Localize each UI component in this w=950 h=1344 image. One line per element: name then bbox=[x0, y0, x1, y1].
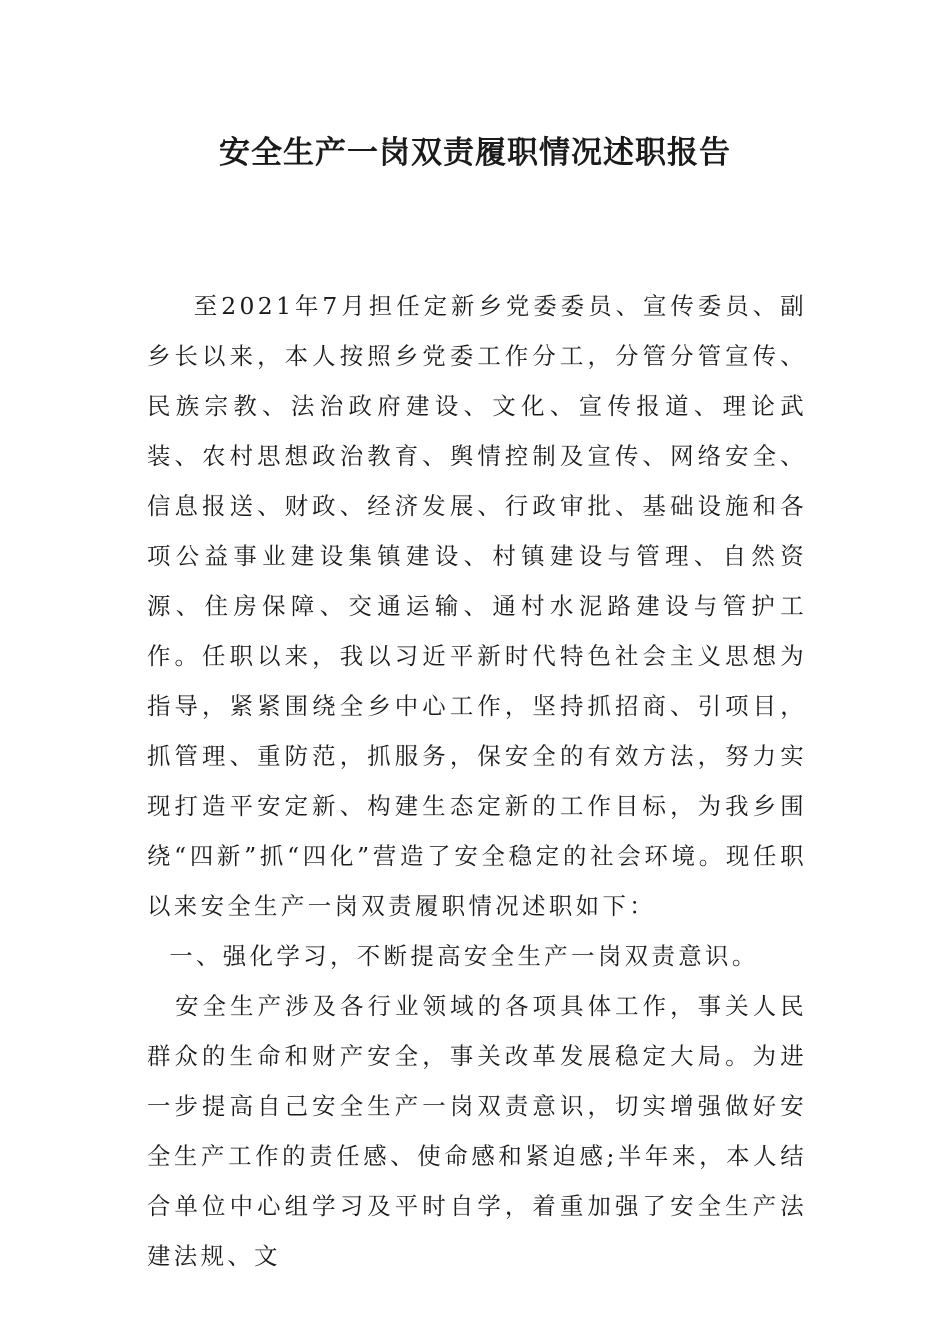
document-body bbox=[147, 281, 807, 1281]
document-title: 安全生产一岗双责履职情况述职报告 bbox=[219, 135, 731, 171]
intro-paragraph: 至2021年7月担任定新乡党委委员、宣传委员、副乡长以来，本人按照乡党委工作分工，分管分管宣传、民族宗教、法治政府建设、文化、宣传报道、理论武装、农村思想政治教育、舆情控制及宣传、网络安全、信息报送、财政、经济发展、行政审批、基础设施和各项公益事业建设集镇建设、村镇建设与管理、自然资源、住房保障、交通运输、通村水泥路建设与管护工作。任职以来，我以习近平新时代特色社会主义思想为指导，紧紧围绕全乡中心工作，坚持抓招商、引项目，抓管理、重防范，抓服务，保安全的有效方法，努力实现打造平安定新、构建生态定新的工作目标，为我乡围绕“四新”抓“四化”营造了安全稳定的社会环境。现任职以来安全生产一岗双责履职情况述职如下： bbox=[147, 292, 807, 920]
section-1-paragraph: 安全生产涉及各行业领域的各项具体工作，事关人民群众的生命和财产安全，事关改革发展稳定大局。为进一步提高自己安全生产一岗双责意识，切实增强做好安全生产工作的责任感、使命感和紧迫感;半年来，本人结合单位中心组学习及平时自学，着重加强了安全生产法建法规、文 bbox=[147, 992, 807, 1270]
section-heading-1: 一、强化学习，不断提高安全生产一岗双责意识。 bbox=[169, 942, 759, 970]
